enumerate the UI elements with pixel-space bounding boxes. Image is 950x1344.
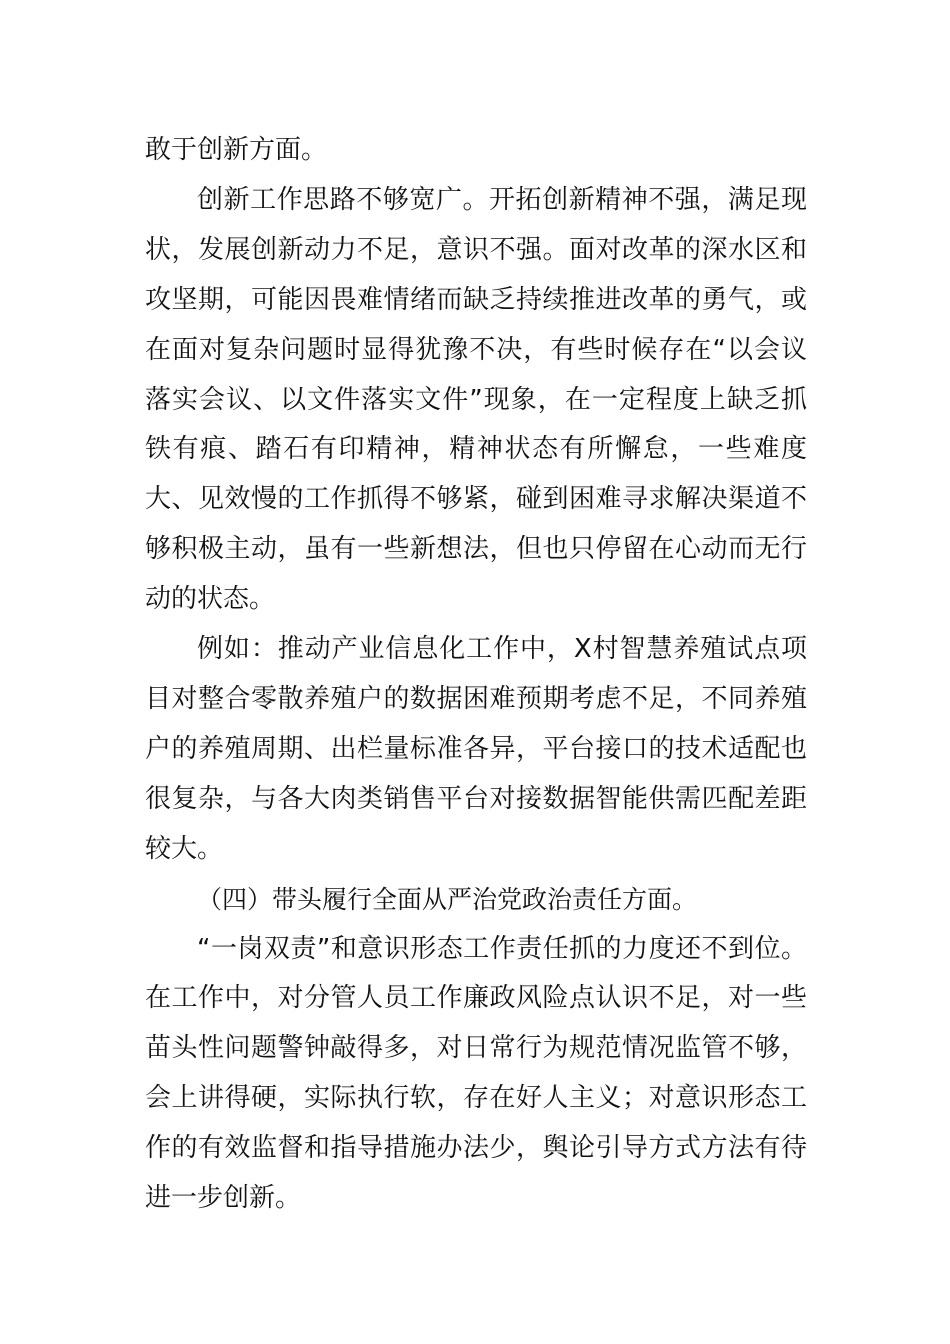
- paragraph-example: 例如：推动产业信息化工作中，X村智慧养殖试点项目对整合零散养殖户的数据困难预期考虑不足，不同养殖户的养殖周期、出栏量标准各异，平台接口的技术适配也很复杂，与各大肉类销售平台对接数据智能供需匹配差距较大。: [145, 634, 807, 864]
- document-body: [145, 126, 807, 1224]
- section-heading-4: （四）带头履行全面从严治党政治责任方面。: [197, 884, 698, 914]
- paragraph-innovation: 创新工作思路不够宽广。开拓创新精神不强，满足现状，发展创新动力不足，意识不强。面对改革的深水区和攻坚期，可能因畏难情绪而缺乏持续推进改革的勇气，或在面对复杂问题时显得犹豫不决，有些时候存在“以会议落实会议、以文件落实文件”现象，在一定程度上缺乏抓铁有痕、踏石有印精神，精神状态有所懈怠，一些难度大、见效慢的工作抓得不够紧，碰到困难寻求解决渠道不够积极主动，虽有一些新想法，但也只停留在心动而无行动的状态。: [145, 184, 807, 615]
- paragraph-responsibility: “一岗双责”和意识形态工作责任抓的力度还不到位。在工作中，对分管人员工作廉政风险点认识不足，对一些苗头性问题警钟敲得多，对日常行为规范情况监管不够，会上讲得硬，实际执行软，存在好人主义；对意识形态工作的有效监督和指导措施办法少，舆论引导方式方法有待进一步创新。: [145, 933, 807, 1214]
- paragraph-continuation: 敢于创新方面。: [145, 135, 328, 165]
